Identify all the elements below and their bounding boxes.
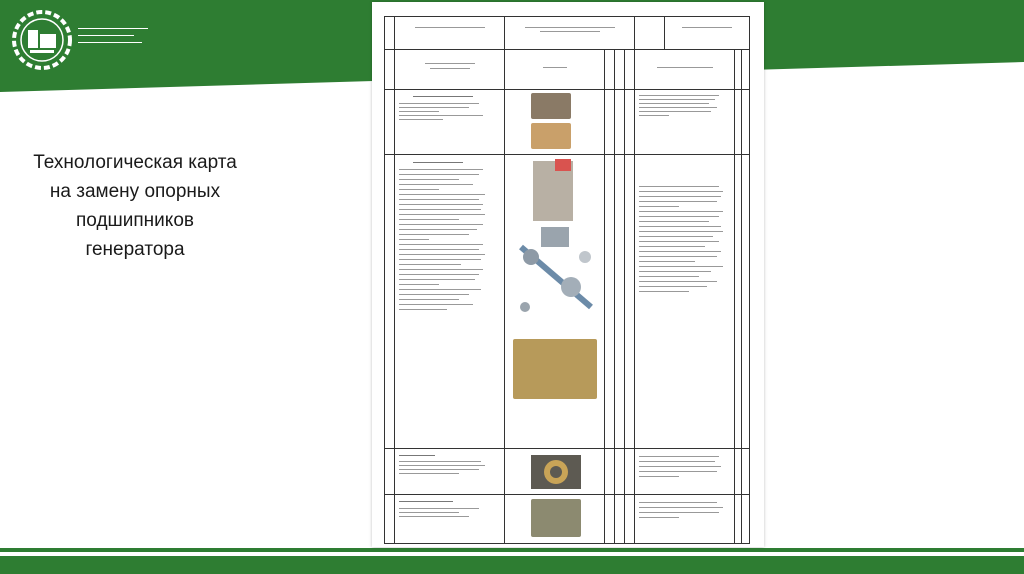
- table-row: [385, 449, 749, 495]
- bearing-photo: [531, 455, 581, 489]
- table-row: [385, 89, 749, 155]
- slide-title: Технологическая карта на замену опорных подшипников генератора: [33, 152, 237, 260]
- document-page: [372, 2, 764, 547]
- technological-card: [384, 16, 750, 544]
- bottom-line: [0, 548, 1024, 552]
- card-header: [385, 17, 749, 50]
- gear-logo-icon: [10, 8, 74, 72]
- table-row: [385, 155, 749, 449]
- column-header: [385, 49, 749, 90]
- table-row: [385, 495, 749, 543]
- logo-caption: [78, 28, 162, 46]
- disassembly-diagram: [511, 157, 601, 333]
- bottom-band: [0, 556, 1024, 574]
